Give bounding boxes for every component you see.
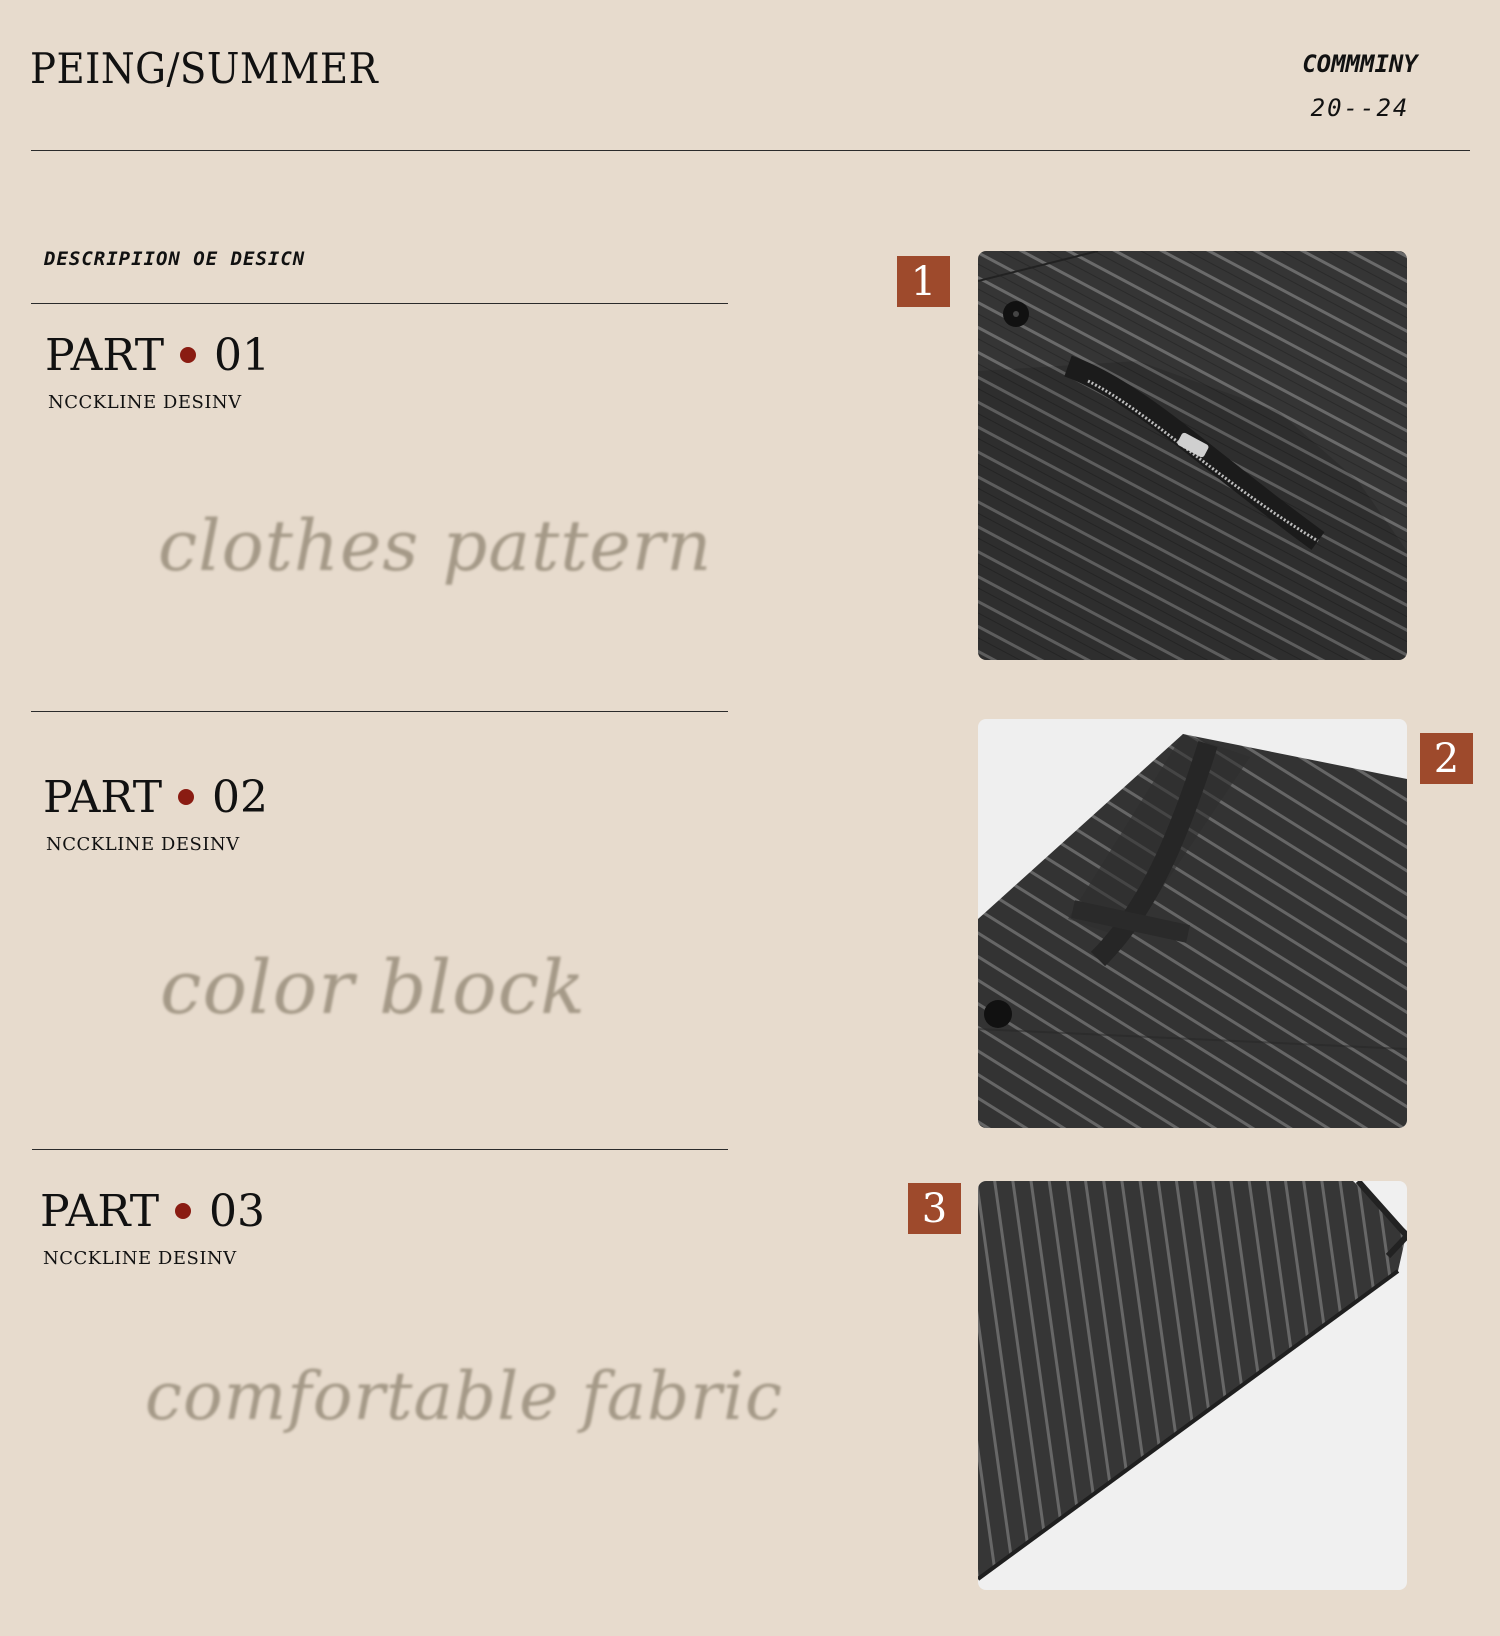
part-01-heading (45, 330, 270, 381)
photo-zipper-detail-image (978, 251, 1407, 660)
part-03-subtitle: NCCKLINE DESINV (43, 1248, 237, 1269)
part-02-heading (43, 772, 268, 823)
collection-company: COMMMINY (1302, 50, 1418, 78)
part-01-subtitle: NCCKLINE DESINV (48, 392, 242, 413)
part-02-dot (178, 789, 194, 805)
part-02-label: PART (43, 772, 163, 823)
photo-2-badge: 2 (1420, 733, 1473, 784)
header-divider (31, 150, 1470, 151)
part-01-script: clothes pattern (158, 505, 713, 587)
photo-fabric-hem (978, 1181, 1407, 1590)
description-divider (31, 303, 728, 304)
part-02-divider (32, 1149, 728, 1150)
photo-zipper-detail (978, 251, 1407, 660)
part-03-dot (175, 1203, 191, 1219)
part-01-divider (31, 711, 728, 712)
part-02-script: color block (160, 945, 586, 1031)
description-title: DESCRIPIION OE DESICN (44, 248, 306, 270)
part-01-dot (180, 347, 196, 363)
part-03-number: 03 (209, 1186, 266, 1237)
photo-fabric-hem-image (978, 1181, 1407, 1590)
brand-title: PEING/SUMMER (30, 44, 379, 93)
part-03-label: PART (40, 1186, 160, 1237)
part-01-number: 01 (214, 330, 271, 381)
collection-year: 20--24 (1310, 94, 1410, 122)
part-02-subtitle: NCCKLINE DESINV (46, 834, 240, 855)
photo-waistband-detail-image (978, 719, 1407, 1128)
part-01-label: PART (45, 330, 165, 381)
part-03-script: comfortable fabric (145, 1358, 783, 1435)
photo-1-badge: 1 (897, 256, 950, 307)
part-02-number: 02 (212, 772, 269, 823)
photo-waistband-detail (978, 719, 1407, 1128)
part-03-heading (40, 1186, 265, 1237)
photo-3-badge: 3 (908, 1183, 961, 1234)
